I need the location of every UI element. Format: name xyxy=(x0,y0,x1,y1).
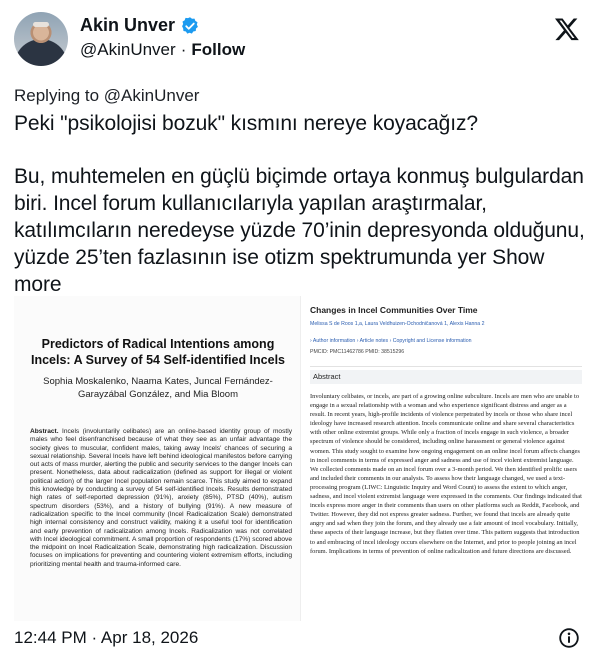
left-paper-image[interactable] xyxy=(14,296,301,621)
right-paper-title: Changes in Incel Communities Over Time xyxy=(310,305,478,315)
right-paper-abstract: Involuntary celibates, or incels, are part of a growing online subculture. Incels are men who are unable to engage in a sexual relationship with a woman and who experience significant distress and anger as a result. In recent years, high-profile incidents of violence perpetrated by incels or those who share incel ideology have increased research attention. Incels communicate online and share several characteristics with other online extremist groups. While only a fraction of incels engage in such violence, a broader spectrum of violence should be considered, including online harassment or general violence against women. This study sought to examine how ongoing engagement on an online incel forum affects changes in incel comments in terms of expressed anger and sadness and use of incel violent extremist language. We collected comments made on an incel forum over a 3-month period. We then identified prolific users and included their comments in our analysis. To assess how their language changed, we used a text-processing program (LIWC: Linguistic Inquiry and Word Count) to assess the extent to which anger, sadness, and incel violent extremist language were expressed in the comments. Our findings indicated that incels express more anger in their comments than users on other platforms such as Reddit, Facebook, and Twitter. However, they did not express greater sadness. Further, we found that incels are already quite angry and sad when they join the forum, and they already use a fair amount of incel vocabulary. Initially, these aspects of their language increase, but they flatten over time. This pattern suggests that introduction to and embracing of incel ideology occurs elsewhere on the Internet, and prior to people joining an incel forum. Implications in terms of prevention of online radicalization and future directions are discussed. xyxy=(310,393,582,555)
right-paper-image[interactable] xyxy=(304,296,588,621)
tweet-paragraph-2-text: Bu, muhtemelen en güçlü biçimde ortaya konmuş bulgulardan biri. Incel forum kullanıcılarıyla yapılan araştırmalar, katılımcıların neredeyse yüzde 70’inin depresyonda olduğunu, yüzde 25’ten fazlasının ise otizm spektrumunda yer xyxy=(14,165,585,269)
replying-to[interactable]: Replying to @AkinUnver xyxy=(14,86,200,105)
right-paper-authors: Melissa S de Roos 1,a, Laura Veldhuizen-Ochodničanová 1, Alexis Hanna 2 xyxy=(310,321,485,327)
name-row xyxy=(80,15,200,36)
x-logo-icon[interactable] xyxy=(554,16,580,42)
left-paper-abstract-text: Incels (involuntarily celibates) are an online-based identity group of mostly males who feel disenfranchised because of what they see as an unfair advantage the society gives to muscular, confident males, taking away Incels' chances of securing a sexual relationship. Several Incels have left behind ideological manifestos before carrying out acts of mass murder, alerting the public and security services to the danger Incels can present. Nonetheless, data about radicalization (defined as support for illegal or violent political action) of the larger Incel population remain scarce. This study aimed to expand this knowledge by conducting a survey of 54 self-identified Incels. Results demonstrated high rates of self-reported depression (91%), anxiety (85%), PTSD (40%), autism spectrum disorders (53%), and a history of bullying (91%). A new measure of radicalization specific to the Incel community (Incel Radicalization Scale) demonstrated high internal consistency and construct validity, making it a useful tool for identification and early prevention of radicalization among Incels. Radicalization was not correlated with Incel ideological commitment. A small proportion of respondents (17%) scored above the midpoint on Incel Radicalization Scale, demonstrating high radicalization. Discussion focuses on implications for preventing and countering violent extremism efforts, including prioritizing mental health and trauma-informed care. xyxy=(30,428,292,568)
tweet-text xyxy=(14,110,588,298)
left-paper-title: Predictors of Radical Intentions among Incels: A Survey of 54 Self-identified Incels xyxy=(30,337,285,367)
right-paper-divider xyxy=(310,366,582,367)
info-icon[interactable] xyxy=(558,627,580,649)
left-paper-authors: Sophia Moskalenko, Naama Kates, Juncal Fernández-Garayzábal González, and Mia Bloom xyxy=(43,376,273,400)
tweet-header xyxy=(14,12,586,72)
right-paper-ids: PMCID: PMC11462786 PMID: 38515296 xyxy=(310,349,405,355)
right-paper-links: › Author information › Article notes › Copyright and License information xyxy=(310,338,472,344)
left-paper-abstract xyxy=(30,428,292,569)
follow-button[interactable]: Follow xyxy=(191,40,246,59)
left-paper-abstract-label: Abstract. xyxy=(30,428,59,435)
avatar[interactable] xyxy=(14,12,68,66)
user-handle[interactable]: @AkinUnver xyxy=(80,40,176,59)
tweet-timestamp[interactable]: 12:44 PM · Apr 18, 2026 xyxy=(14,628,199,647)
tweet-line-1: Peki "psikolojisi bozuk" kısmını nereye koyacağız? xyxy=(14,112,478,135)
separator-dot: · xyxy=(180,40,187,59)
verified-badge-icon xyxy=(180,16,200,36)
show-more-link[interactable]: Show more xyxy=(14,246,545,296)
display-name[interactable]: Akin Unver xyxy=(80,15,176,35)
tweet-media[interactable] xyxy=(14,296,588,621)
handle-row xyxy=(80,40,245,60)
tweet-paragraph-2 xyxy=(14,163,588,298)
right-paper-abstract-heading: Abstract xyxy=(310,370,582,384)
